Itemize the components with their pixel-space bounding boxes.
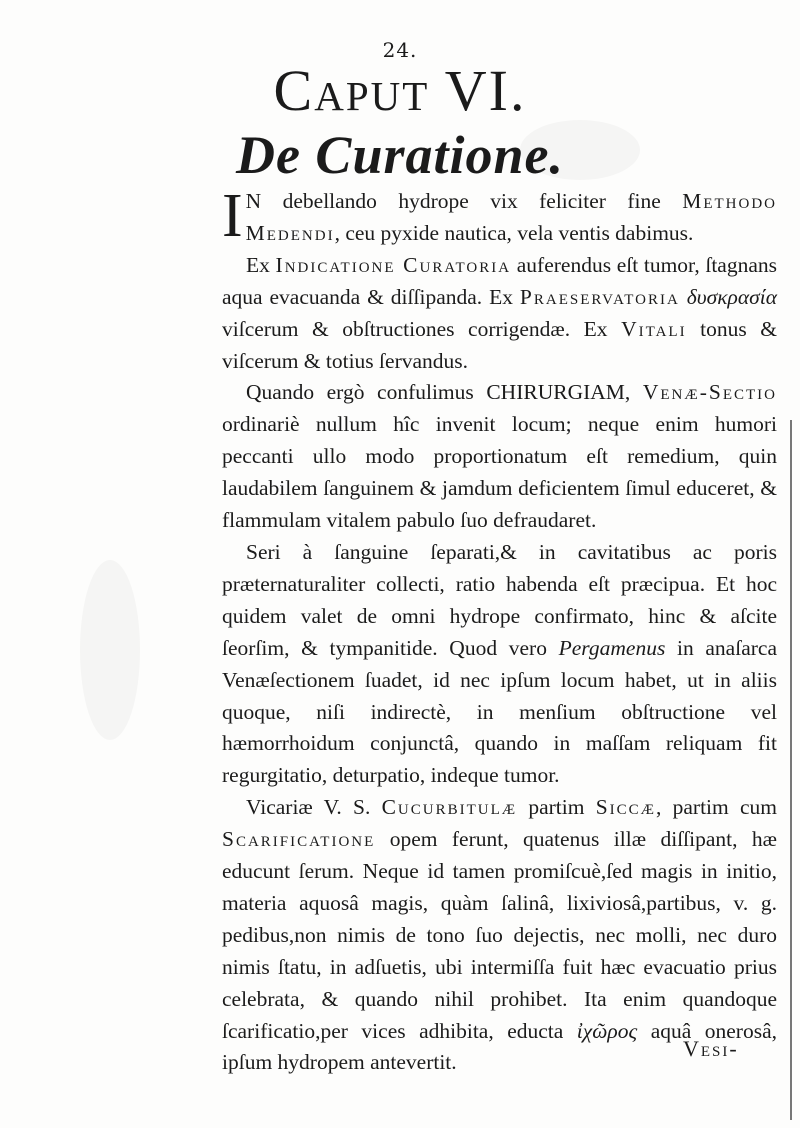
paragraph-1 [222,182,777,250]
text-span: Siccæ [595,795,657,820]
text-span: Scarificatione [222,827,376,852]
chapter-subtitle: De Curatione. [235,125,565,185]
text-span: aquâ onerosâ, ipſum hydropem antevertit. [222,1018,777,1075]
text-span: Pergamenus [558,635,666,660]
text-span: viſcerum & obſtructiones corrigendæ. Ex [222,316,622,341]
text-span: in anaſarca Venæſectionem ſuadet, id nec ipſum locum habet, ut in aliis quoque, niſi indirectè, in menſium obſtructione vel hæmorrhoidum conjunctâ, quando in maſſam reliquam fit regurgitatio, deturpatio, indeque tumor. [222,635,777,788]
body-text [222,182,778,1079]
text-span: Seri à ſanguine ſeparati,& in cavitatibus ac poris præternaturaliter collecti, ratio habenda eſt præcipua. Et hoc quidem valet de omni hydrope confirmato, hinc & aſcite ſeorſim, & tympanitide. Quod vero [222,539,777,660]
text-span: N debellando hydrope vix feliciter fine [245,189,683,213]
text-span: Cucurbitulæ [381,795,518,820]
text-span: Methodo Medendi [245,189,777,245]
text-span: tonus & viſcerum & totius ſervandus. [222,316,777,373]
text-span: Praeservatoria [519,284,680,309]
page-number: 24. [382,38,418,62]
text-span: Ex [246,252,276,277]
catchword: Vesi- [683,1036,739,1061]
paragraph-4 [222,537,777,792]
text-span: Quando ergò confulimus CHIRURGIAM, [246,380,643,405]
paragraph-2 [222,250,777,378]
text-span: Indicatione Curatoria [275,252,512,277]
paragraph-3 [222,377,777,537]
text-span: ordinariè nullum hîc invenit locum; neque enim humori peccanti ullo modo proportionatum eſt remedium, quin laudabilem ſanguinem & jamdum deficientem ſimul educeret, & flammulam vitalem pabulo ſuo defraudaret. [222,412,777,533]
text-span: Vicariæ V. S. [246,795,382,820]
text-span: , partim cum [656,795,778,820]
greek-word: δυσκρασία [679,284,777,309]
text-span: Venæ-Sectio [642,380,777,405]
drop-cap: I [222,182,243,250]
paper-stain [80,560,140,740]
greek-word: ἰχῶρος [576,1018,638,1043]
text-span: partim [517,795,596,820]
text-span: opem ferunt, quatenus illæ diſſipant, hæ educunt ſerum. Neque id tamen promiſcuè,ſed magis in initio, materia aquosâ magis, quàm ſalinâ, lixiviosâ,partibus, v. g. pedibus,non nimis de tono ſuo dejectis, nec molli, nec duro nimis ſtatu, in adſuetis, ubi intermiſſa fuit hæc evacuatio prius celebrata, & quando nihil prohibet. Ita enim quandoque ſcarificatio,per vices adhibita, educta [222,827,777,1043]
page-edge-line [790,420,792,1120]
chapter-heading: Caput VI. [273,58,527,123]
text-span: auferendus eſt tumor, ſtagnans aqua evacuanda & diſſipanda. Ex [222,252,778,309]
text-span: Vitali [621,316,687,341]
text-span: , ceu pyxide nautica, vela ventis dabimus. [334,220,694,245]
